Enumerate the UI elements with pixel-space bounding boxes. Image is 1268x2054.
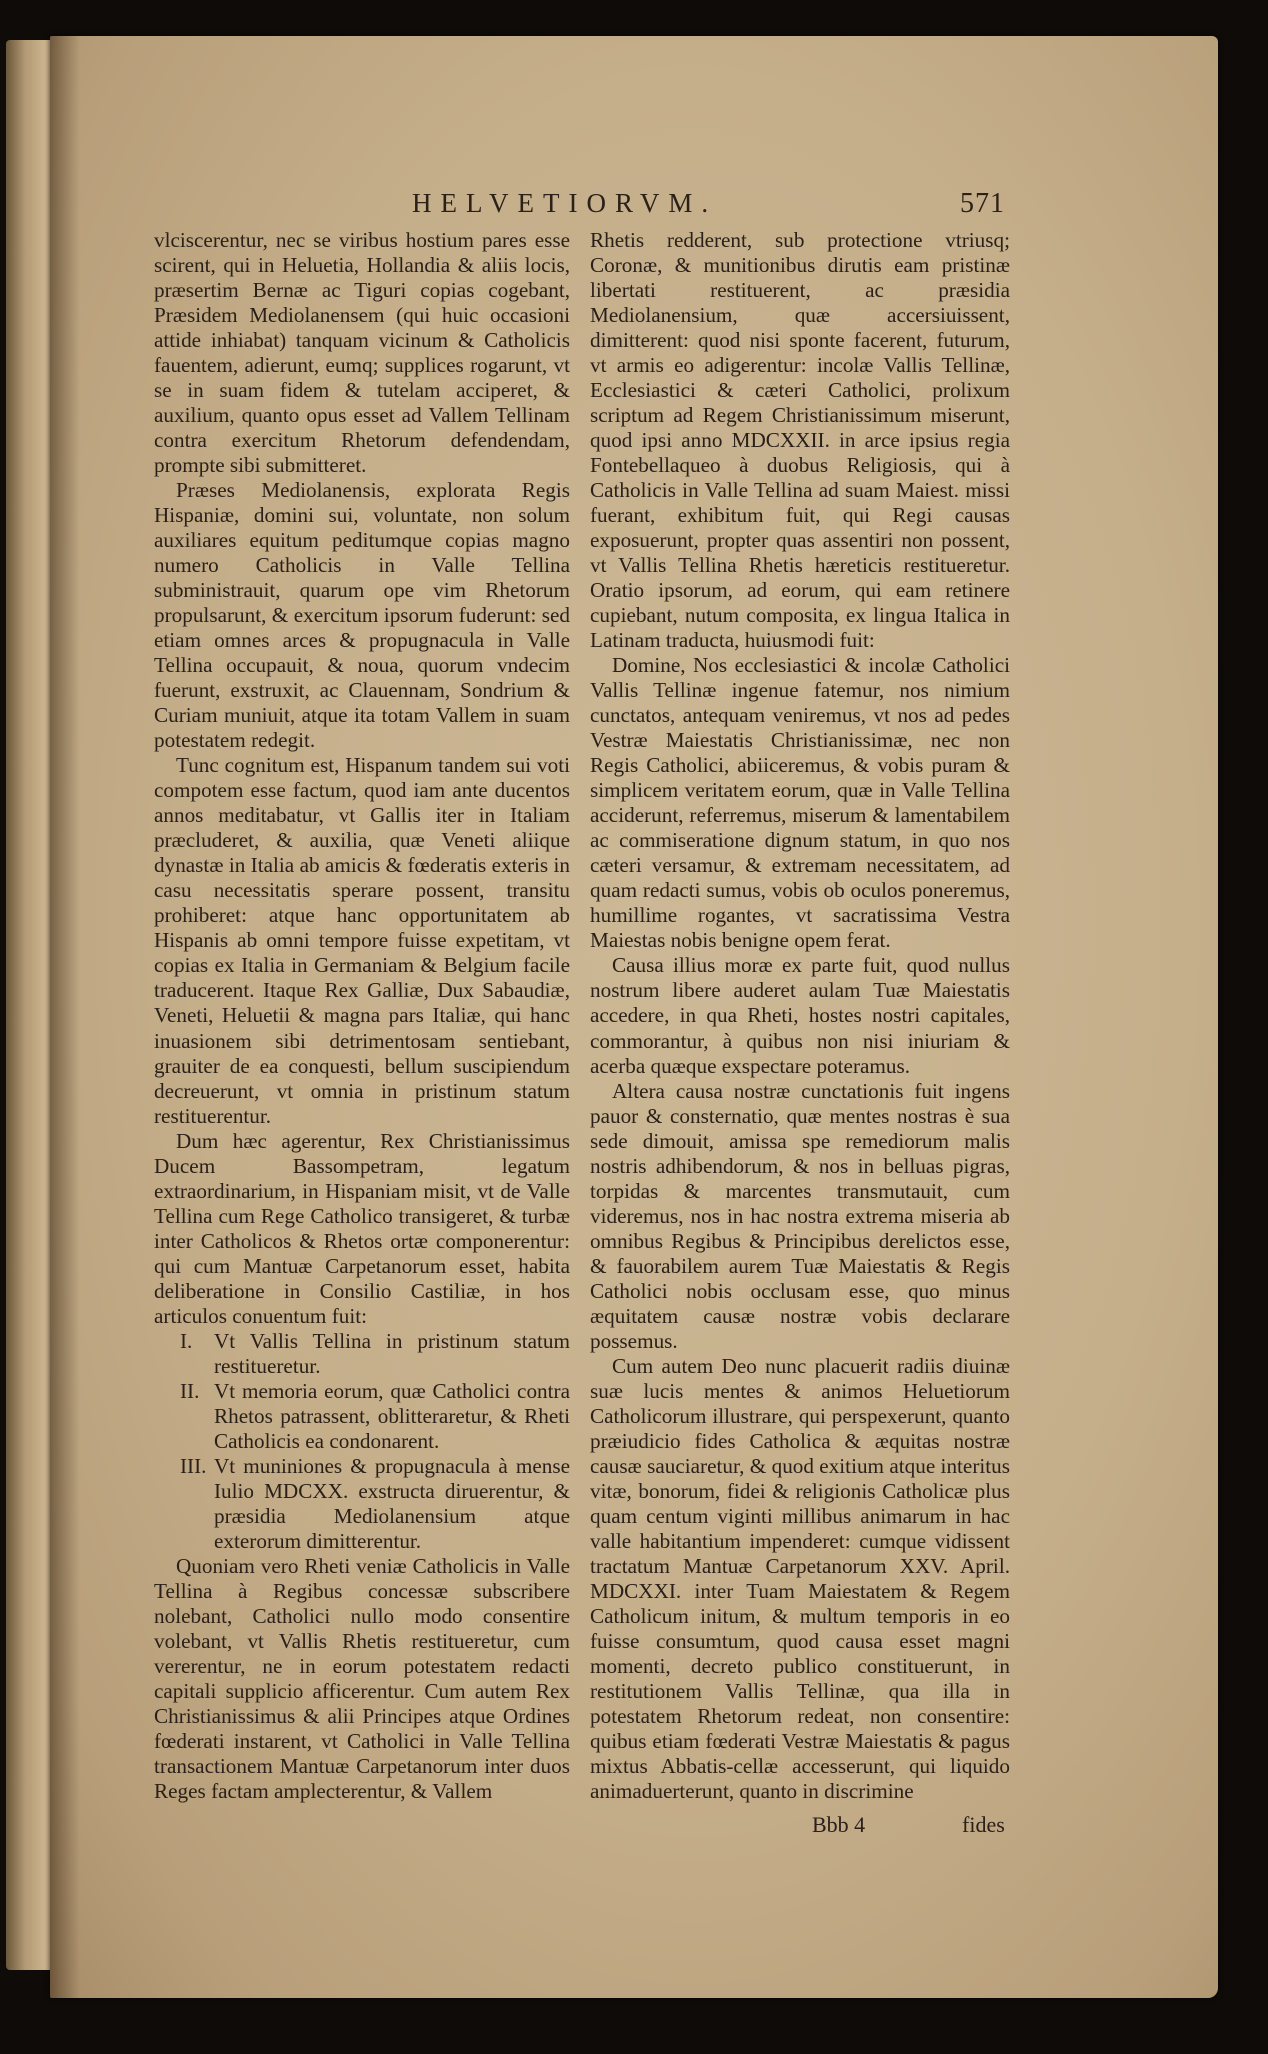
paragraph: Causa illius moræ ex parte fuit, quod nullus nostrum libere auderet aulam Tuæ Maiestatis accedere, in qua Rheti, hostes nostri capitales, commorantur, à quibus non nisi iniuriam & acerba quæque exspectare poteramus.: [590, 953, 1010, 1078]
article-item: [154, 1454, 570, 1554]
page-number: 571: [960, 188, 1005, 219]
paragraph: Præses Mediolanensis, explorata Regis Hispaniæ, domini sui, voluntate, non solum auxiliares equitum peditumque copias magno numero Catholicis in Valle Tellina subministrauit, quarum ope vim Rhetorum propulsarunt, & exercitum ipsorum fuderunt: sed etiam omnes arces & propugnacula in Valle Tellina occupauit, & noua, quorum vndecim fuerunt, exstruxit, ac Clauennam, Sondrium & Curiam muniuit, atque ita totam Vallem in suam potestatem redegit.: [154, 478, 570, 753]
right-column: [590, 228, 1010, 1804]
paragraph: Cum autem Deo nunc placuerit radiis diuinæ suæ lucis mentes & animos Heluetiorum Catholicorum illustrare, qui perspexerunt, quanto præiudicio fides Catholica & æquitas nostræ causæ sauciaretur, & quod exitium atque interitus vitæ, bonorum, fidei & religionis Catholicæ plus quam centum viginti millibus animarum in hac valle habitantium impenderet: cumque vidissent tractatum Mantuæ Carpetanorum XXV. April. MDCXXI. inter Tuam Maiestatem & Regem Catholicum initum, & multum temporis in eo fuisse consumtum, quod causa esset magni momenti, decreto publico constituerunt, in restitutionem Vallis Tellinæ, qua illa in potestatem Rhetorum redeat, non consentire: quibus etiam fœderati Vestræ Maiestatis & pagus mixtus Abbatis-cellæ accesserunt, qui liquido animaduerterunt, quanto in discrimine: [590, 1353, 1010, 1803]
catchword: fides: [962, 1812, 1005, 1837]
paragraph: Rhetis redderent, sub protectione vtriusq; Coronæ, & munitionibus dirutis eam pristinæ libertati restituerent, ac præsidia Mediolanensium, quæ accersiuissent, dimitterent: quod nisi sponte facerent, futurum, vt armis eo adigerentur: incolæ Vallis Tellinæ, Ecclesiastici & cæteri Catholici, prolixum scriptum ad Regem Christianissimum miserunt, quod ipsi anno MDCXXII. in arce ipsius regia Fontebellaqueo à duobus Religiosis, qui à Catholicis in Valle Tellina ad suam Maiest. missi fuerant, exhibitum fuit, qui Regi causas exposuerunt, propter quas assentiri non possent, vt Vallis Tellina Rhetis hæreticis restitueretur. Oratio ipsorum, ad eorum, qui eam retinere cupiebant, nutum composita, ex lingua Italica in Latinam traducta, huiusmodi fuit:: [590, 228, 1010, 653]
left-column: [154, 228, 570, 1804]
signature-mark: Bbb 4: [812, 1812, 866, 1837]
article-text: Vt Vallis Tellina in pristinum statum restitueretur.: [214, 1328, 570, 1378]
paragraph: Domine, Nos ecclesiastici & incolæ Catholici Vallis Tellinæ ingenue fatemur, nos nimium cunctatos, antequam veniremus, vt nos ad pedes Vestræ Maiestatis Christianissimæ, nec non Regis Catholici, abiiceremus, & vobis puram & simplicem veritatem eorum, quæ in Valle Tellina acciderunt, referremus, miserum & lamentabilem ac commiseratione dignum statum, in quo nos cæteri versamur, & extremam necessitatem, ad quam redacti sumus, vobis ob oculos poneremus, humillime rogantes, vt sacratissima Vestra Maiestas nobis benigne opem ferat.: [590, 653, 1010, 953]
articles-list: [154, 1329, 570, 1554]
paragraph: Dum hæc agerentur, Rex Christianissimus Ducem Bassompetram, legatum extraordinarium, in Hispaniam misit, vt de Valle Tellina cum Rege Catholico transigeret, & turbæ inter Catholicos & Rhetos ortæ componerentur: qui cum Mantuæ Carpetanorum esset, habita deliberatione in Consilio Castiliæ, in hos articulos conuentum fuit:: [154, 1128, 570, 1328]
article-number: III.: [180, 1453, 207, 1478]
article-number: II.: [180, 1378, 200, 1403]
paragraph: vlciscerentur, nec se viribus hostium pares esse scirent, qui in Heluetia, Hollandia & aliis locis, præsertim Bernæ ac Tiguri copias cogebant, Præsidem Mediolanensem (qui huic occasioni attide inhiabat) tanquam vicinum & Catholicis fauentem, adierunt, eumq; supplices rogarunt, vt se in suam fidem & tutelam acciperet, & auxilium, quanto opus esset ad Vallem Tellinam contra exercitum Rhetorum defendendam, prompte sibi submitteret.: [154, 228, 570, 478]
running-head: HELVETIORVM.: [412, 188, 718, 218]
paragraph: Quoniam vero Rheti veniæ Catholicis in Valle Tellina à Regibus concessæ subscribere nolebant, Catholici nullo modo consentire volebant, vt Vallis Rhetis restitueretur, cum vererentur, ne in eorum potestatem redacti capitali supplicio afficerentur. Cum autem Rex Christianissimus & alii Principes atque Ordines fœderati instarent, vt Catholici in Valle Tellina transactionem Mantuæ Carpetanorum inter duos Reges factam amplecterentur, & Vallem: [154, 1553, 570, 1803]
article-text: Vt muniniones & propugnacula à mense Iulio MDCXX. exstructa diruerentur, & præsidia Mediolanensium atque exterorum dimitterentur.: [214, 1453, 570, 1553]
paragraph: Tunc cognitum est, Hispanum tandem sui voti compotem esse factum, quod iam ante ducentos annos meditabatur, vt Gallis iter in Italiam præcluderet, & auxilia, quæ Veneti aliique dynastæ in Italia ab amicis & fœderatis exteris in casu necessitatis sperare possent, transitu prohiberet: atque hanc opportunitatem ab Hispanis ab omni tempore fuisse expetitam, vt copias ex Italia in Germaniam & Belgium facile traducerent. Itaque Rex Galliæ, Dux Sabaudiæ, Veneti, Heluetii & magna pars Italiæ, qui hanc inuasionem sibi detrimentosam sentiebant, grauiter de ea conquesti, bellum suscipiendum decreuerunt, vt omnia in pristinum statum restituerentur.: [154, 753, 570, 1128]
page-gutter-shadow: [50, 36, 80, 1998]
article-text: Vt memoria eorum, quæ Catholici contra Rhetos patrassent, oblitteraretur, & Rheti Catholicis ea condonarent.: [214, 1378, 570, 1453]
article-item: [154, 1329, 570, 1379]
article-item: [154, 1379, 570, 1454]
article-number: I.: [180, 1328, 193, 1353]
paragraph: Altera causa nostræ cunctationis fuit ingens pauor & consternatio, quæ mentes nostras è sua sede dimouit, amissa spe remediorum malis nostris adhibendorum, & nos in belluas pigras, torpidas & marcentes transmutauit, cum videremus, nos in hac nostra extrema miseria ab omnibus Regibus & Principibus derelictos esse, & fauorabilem aurem Tuæ Maiestatis & Regis Catholici nobis occlusam esse, quo minus æquitatem causæ nostræ vobis declarare possemus.: [590, 1078, 1010, 1353]
